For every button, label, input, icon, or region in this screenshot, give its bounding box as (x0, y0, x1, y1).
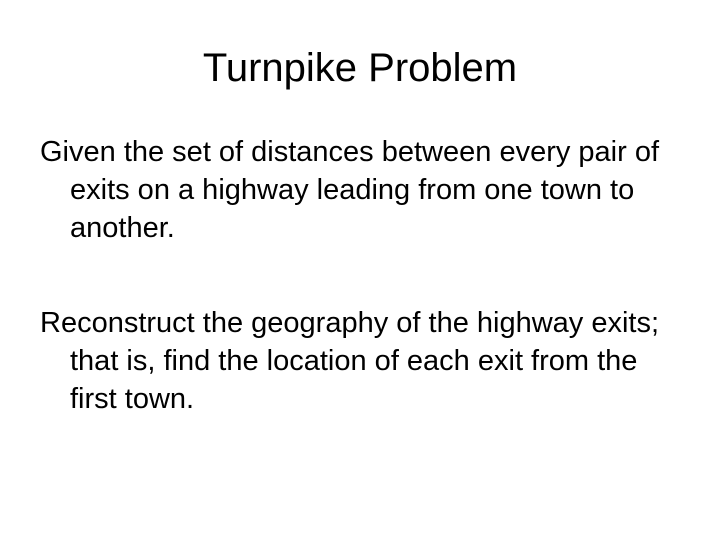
bullet-paragraph-reconstruct: Reconstruct the geography of the highway exits; that is, find the location of each exit from the first town. (40, 307, 660, 415)
slide-title: Turnpike Problem (202, 46, 518, 90)
bullet-paragraph-given: Given the set of distances between every pair of exits on a highway leading from one town to another. (40, 136, 660, 244)
slide-body (40, 133, 690, 475)
